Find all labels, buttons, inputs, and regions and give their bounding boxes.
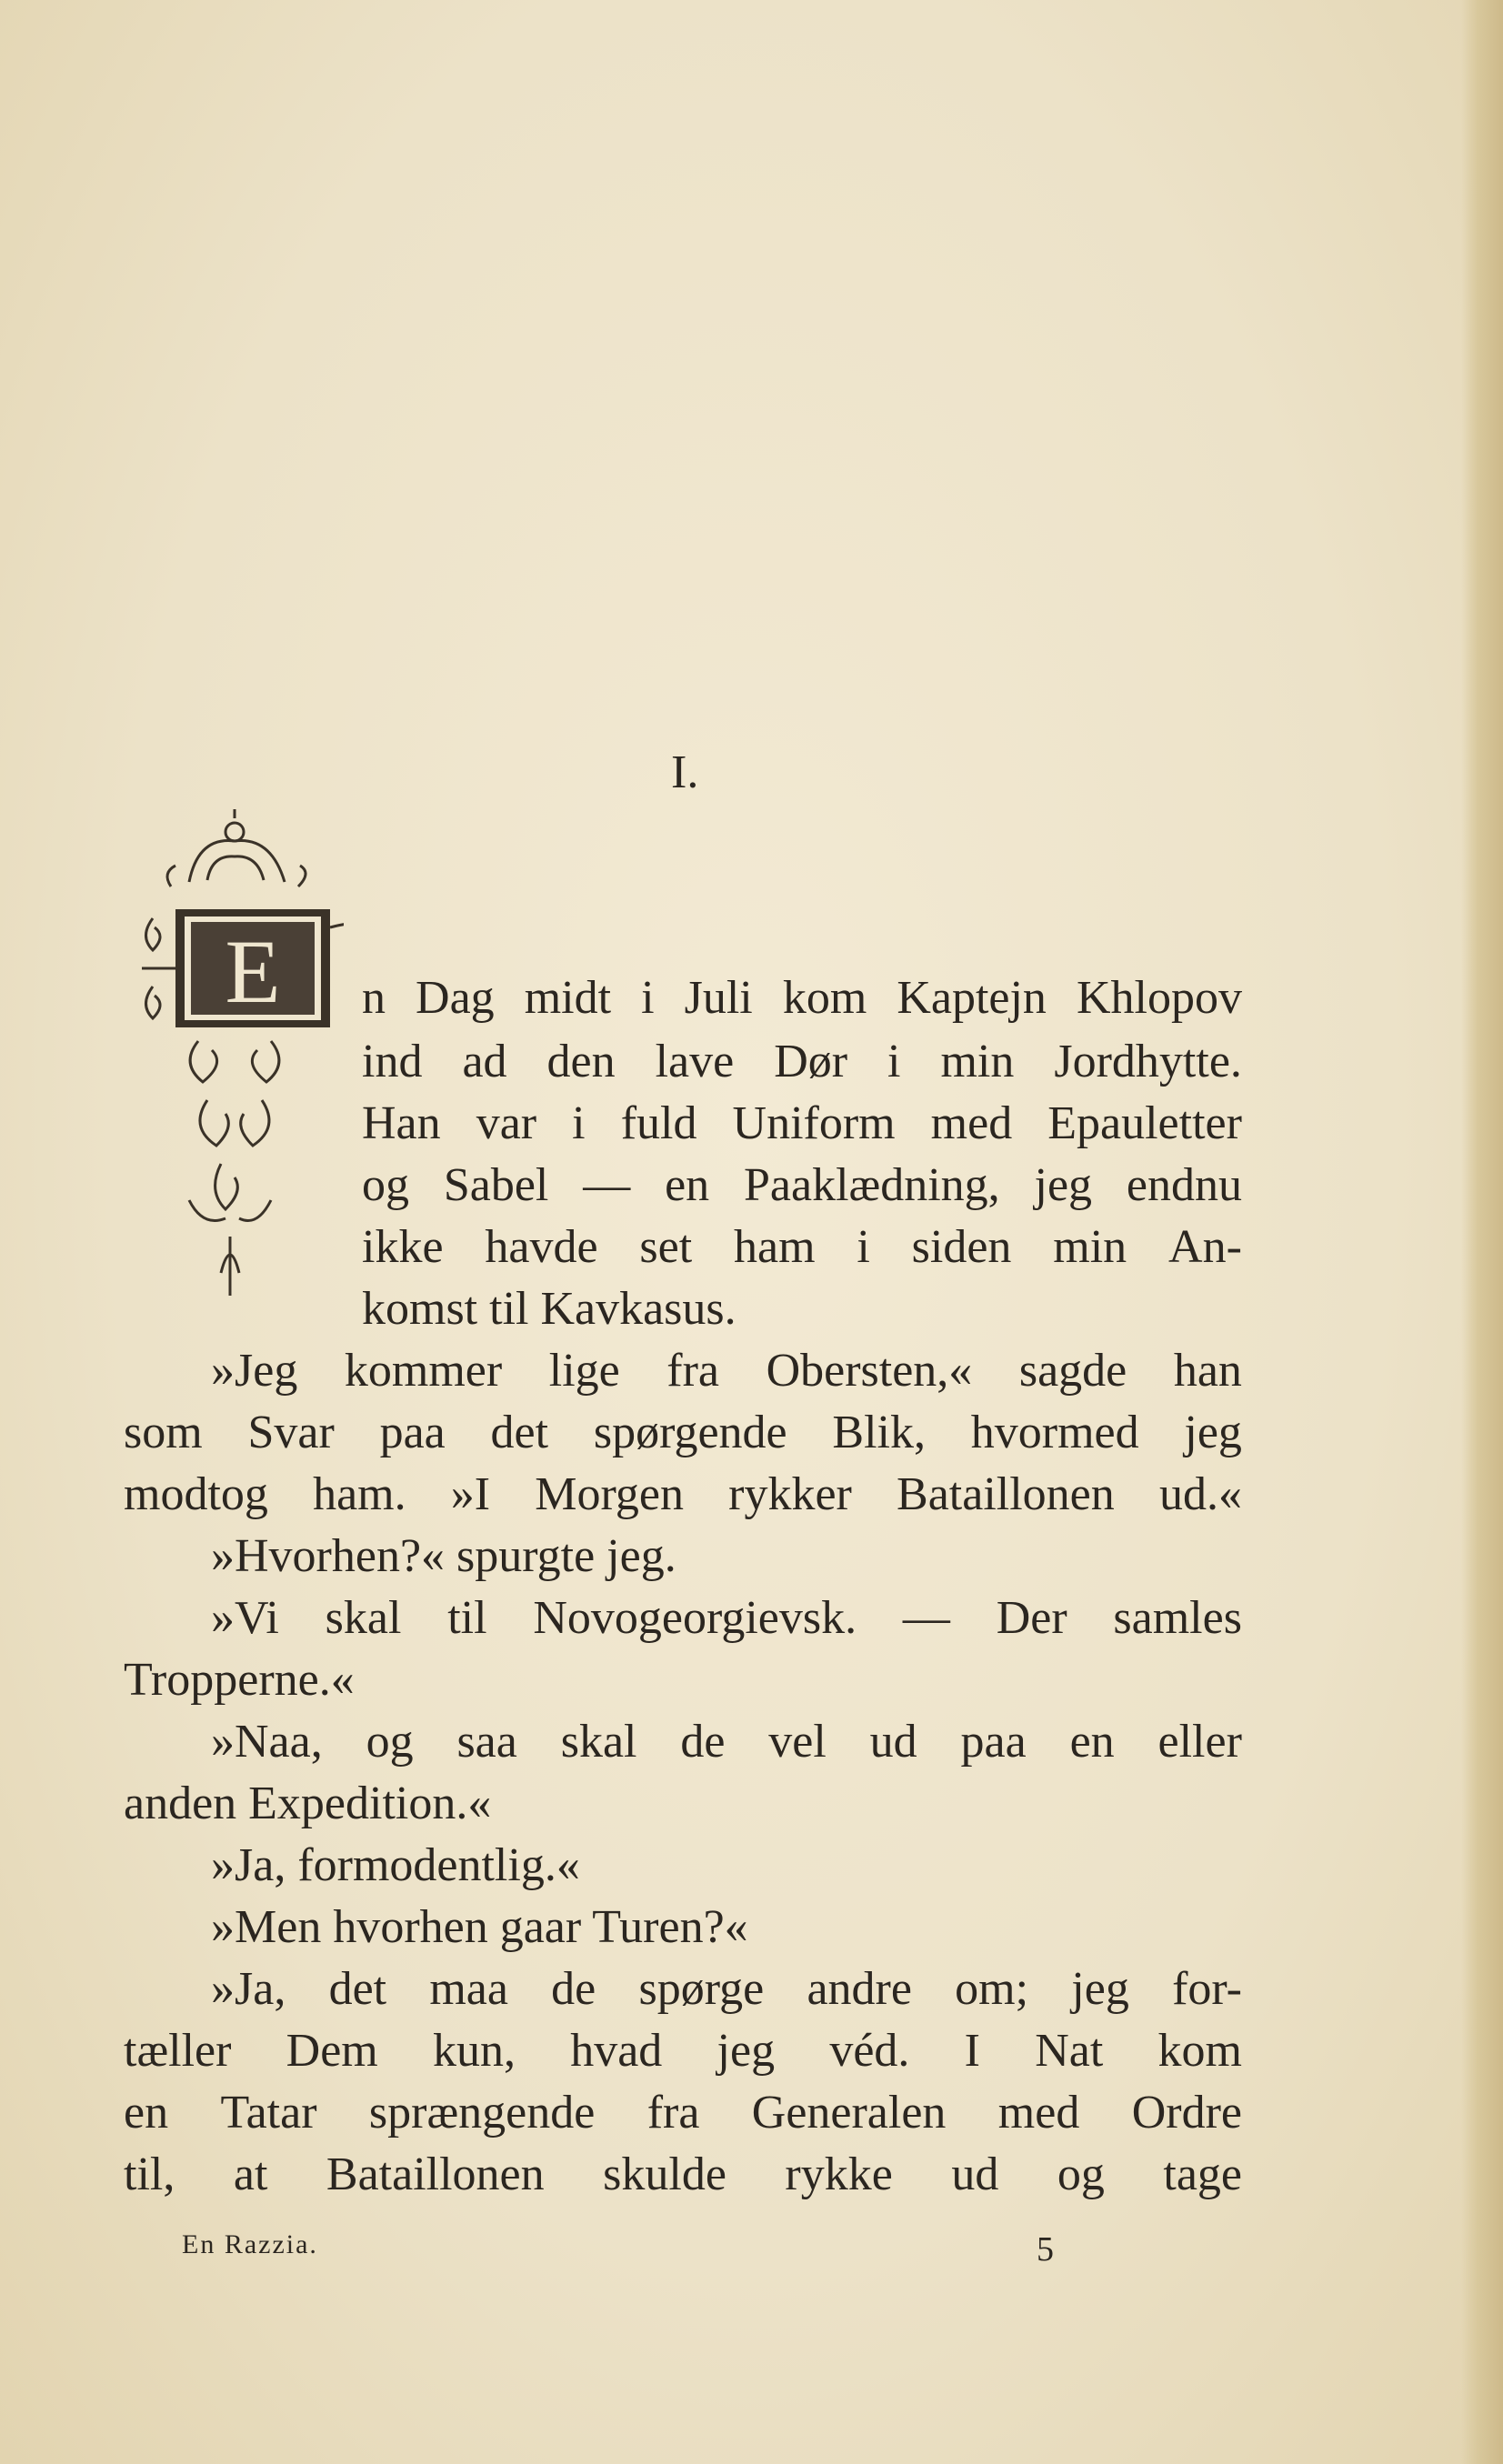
word: saa [456,1716,517,1768]
word: hvad [570,2025,663,2077]
word: I [964,2025,980,2077]
text-line-4 [362,1159,1242,1211]
word: Novogeorgievsk. [533,1592,857,1644]
text-line-9 [124,1468,1242,1520]
word: som [124,1407,203,1458]
word: Dem [286,2025,378,2077]
word: havde [485,1221,598,1273]
word: véd. [829,2025,910,2077]
word: maa [429,1963,508,2015]
word: Dør [774,1036,848,1087]
word: fra [666,1345,720,1397]
word: paa [379,1407,446,1458]
word: en [124,2087,169,2138]
word: Han [362,1097,441,1149]
running-footer-title: En Razzia. [182,2229,318,2259]
word: Sabel [443,1159,549,1211]
word: Blik, [832,1407,926,1458]
word: Kaptejn [897,972,1047,1024]
word: Khlopov [1076,972,1242,1024]
word: ikke [362,1221,444,1273]
word: sprængende [368,2087,596,2138]
word: — [583,1159,631,1211]
word: jeg [716,2025,776,2077]
text-line-2 [362,1038,1242,1086]
word: i [572,1097,586,1149]
word: samles [1113,1592,1242,1644]
word: midt [524,972,612,1024]
text-line-3 [362,1097,1242,1149]
word: og [1057,2148,1105,2200]
word: paa [960,1716,1027,1768]
word: han [1173,1345,1242,1397]
word: kom [782,972,867,1024]
word: An- [1168,1221,1242,1273]
word: rykker [728,1468,852,1520]
word: min [940,1036,1015,1087]
text-line-1 [362,972,1242,1024]
word: fuld [620,1097,697,1149]
word: n [362,972,386,1024]
text-line-16: »Men hvorhen gaar Turen?« [211,1901,748,1953]
word: ham [734,1221,816,1273]
text-line-20 [124,2148,1242,2200]
word: jeg [1071,1963,1129,2015]
text-line-5 [362,1221,1242,1273]
word: »Jeg [211,1345,298,1397]
word: »Ja, [211,1963,286,2015]
word: Dag [416,972,495,1024]
word: kun, [432,2025,516,2077]
word: Epauletter [1047,1097,1242,1149]
word: en [665,1159,710,1211]
word: om; [955,1963,1029,2015]
word: skulde [603,2148,726,2200]
word: jeg [1184,1407,1242,1458]
word: lige [548,1345,620,1397]
word: ind [362,1036,423,1087]
word: var [476,1097,537,1149]
text-line-10: »Hvorhen?« spurgte jeg. [211,1530,676,1582]
word: Generalen [751,2087,947,2138]
chapter-number: I. [671,746,699,798]
word: Morgen [535,1468,684,1520]
word: Paaklædning, [744,1159,1000,1211]
word: de [551,1963,596,2015]
text-line-6: komst til Kavkasus. [362,1283,736,1335]
word: ad [462,1036,507,1087]
text-line-11 [211,1592,1242,1644]
word: modtog [124,1468,268,1520]
word: siden [911,1221,1012,1273]
word: Tatar [220,2087,317,2138]
word: Ordre [1131,2087,1242,2138]
text-line-14: anden Expedition.« [124,1778,492,1829]
word: i [641,972,655,1024]
word: kommer [344,1345,503,1397]
word: fra [646,2087,700,2138]
word: skal [560,1716,637,1768]
word: set [639,1221,693,1273]
word: hvormed [970,1407,1139,1458]
word: det [328,1963,387,2015]
word: endnu [1126,1159,1242,1211]
word: den [546,1036,616,1087]
word: at [233,2148,268,2200]
word: andre [807,1963,912,2015]
word: rykke [785,2148,893,2200]
word: tage [1163,2148,1242,2200]
word: lave [655,1036,735,1087]
word: eller [1157,1716,1242,1768]
word: skal [325,1592,402,1644]
text-line-13 [211,1718,1242,1766]
word: med [997,2087,1080,2138]
word: tæller [124,2025,232,2077]
word: Juli [684,972,753,1024]
word: i [887,1036,901,1087]
word: for- [1172,1963,1242,2015]
word: »I [450,1468,491,1520]
text-line-8 [124,1409,1242,1457]
word: Nat [1035,2025,1104,2077]
word: vel [768,1716,827,1768]
text-line-7 [211,1347,1242,1395]
word: Bataillonen [897,1468,1115,1520]
word: spørge [638,1963,765,2015]
word: med [930,1097,1013,1149]
text-line-17 [211,1963,1242,2015]
word: til, [124,2148,175,2200]
word: min [1053,1221,1127,1273]
word: Uniform [732,1097,896,1149]
word: en [1069,1716,1115,1768]
text-line-15: »Ja, formodentlig.« [211,1839,580,1891]
ornamental-initial [135,800,344,1309]
word: ham. [313,1468,406,1520]
word: i [857,1221,870,1273]
word: og [362,1159,409,1211]
word: Obersten,« [766,1345,973,1397]
word: »Vi [211,1592,279,1644]
word: Bataillonen [326,2148,545,2200]
word: Jordhytte. [1054,1036,1242,1087]
word: ud [869,1716,917,1768]
text-line-19 [124,2089,1242,2137]
text-line-18 [124,2025,1242,2077]
word: — [902,1592,950,1644]
text-line-12: Tropperne.« [124,1654,355,1706]
word: de [680,1716,726,1768]
word: jeg [1034,1159,1093,1211]
word: og [366,1716,414,1768]
word: sagde [1018,1345,1127,1397]
initial-letter: E [225,921,281,1022]
word: til [447,1592,487,1644]
word: ud [951,2148,999,2200]
word: Der [996,1592,1067,1644]
word: det [490,1407,549,1458]
page-edge-shading [1461,0,1503,2464]
word: spørgende [593,1407,787,1458]
page-number: 5 [1037,2230,1054,2269]
word: kom [1157,2025,1242,2077]
word: ud.« [1158,1468,1242,1520]
word: »Naa, [211,1716,323,1768]
word: Svar [247,1407,335,1458]
